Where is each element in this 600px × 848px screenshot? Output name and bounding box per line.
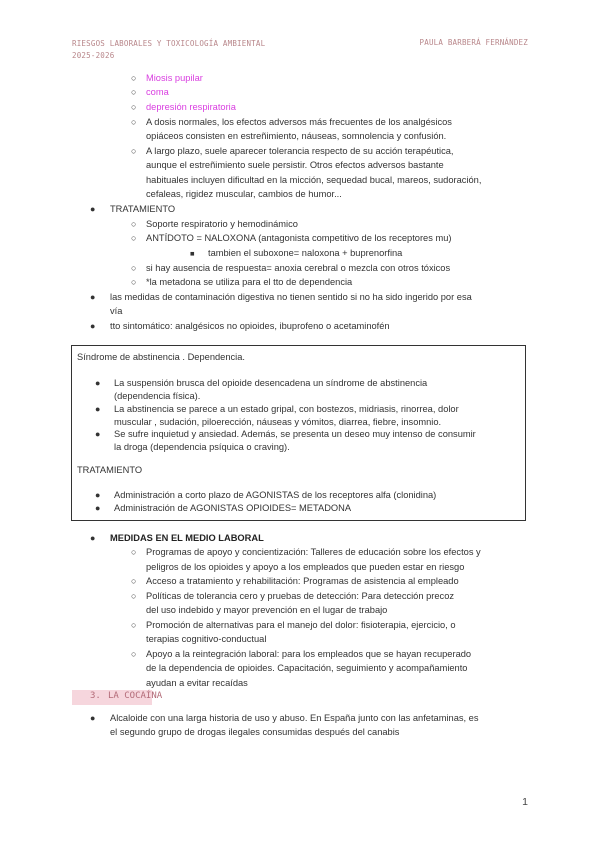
bullet-solid: ● [90,533,96,543]
bullet-solid: ● [95,404,101,414]
box-bullet-line: muscular , sudación, piloerección, náuseas y vómitos, diarrea, fiebre, insomnio. [114,417,442,427]
bullet-solid: ● [90,204,96,214]
labor-line: de la dependencia de opioides. Capacitación, seguimiento y acompañamiento [146,663,468,673]
labor-line: ayudan a evitar recaídas [146,678,248,688]
treatment-title: TRATAMIENTO [110,204,176,214]
bullet-hollow: ○ [131,277,137,287]
treatment-suboxone: tambien el suboxone= naloxona + buprenorfina [208,248,403,258]
effect-long-line: habituales incluyen dificultad en la micción, sequedad bucal, mareos, sudoración, [146,175,482,185]
bullet-solid: ● [90,713,96,723]
bullet-solid: ● [90,292,96,302]
section-heading-cocaina [72,690,163,705]
effect-long-line: A largo plazo, suele aparecer tolerancia respecto de su acción terapéutica, [146,146,454,156]
labor-title: MEDIDAS EN EL MEDIO LABORAL [110,533,264,543]
bullet-solid: ● [95,429,101,439]
treatment-ausencia: si hay ausencia de respuesta= anoxia cerebral o mezcla con otros tóxicos [146,263,451,273]
section-title: LA COCAÍNA [108,691,163,701]
box-treatment-title: TRATAMIENTO [77,465,143,475]
bullet-hollow: ○ [131,263,137,273]
effect-miosis: Miosis pupilar [146,73,203,83]
header-year: 2025-2026 [72,51,115,60]
treatment-antidoto: ANTÍDOTO = NALOXONA (antagonista competitivo de los receptores mu) [146,233,452,243]
labor-line: Programas de apoyo y concientización: Talleres de educación sobre los efectos y [146,547,481,557]
bullet-hollow: ○ [131,87,137,97]
labor-line: del uso indebido y mayor prevención en el lugar de trabajo [146,605,388,615]
bullet-hollow: ○ [131,102,137,112]
bullet-solid: ● [95,378,101,388]
bullet-solid: ● [95,503,101,513]
bullet-hollow: ○ [131,146,137,156]
labor-line: peligros de los opioides y apoyo a los empleados que pueden estar en riesgo [146,562,465,572]
treatment-soporte: Soporte respiratorio y hemodinámico [146,219,298,229]
bullet-hollow: ○ [131,591,137,601]
box-treatment-item: Administración a corto plazo de AGONISTAS de los receptores alfa (clonidina) [114,490,437,500]
treatment-medidas-line: las medidas de contaminación digestiva no tienen sentido si no ha sido ingerido por esa [110,292,472,302]
bullet-hollow: ○ [131,73,137,83]
box-title: Síndrome de abstinencia . Dependencia. [77,352,245,362]
header-subject: RIESGOS LABORALES Y TOXICOLOGÍA AMBIENTAL [72,39,266,48]
labor-line: terapias cognitivo-conductual [146,634,267,644]
labor-line: Políticas de tolerancia cero y pruebas de detección: Para detección precoz [146,591,455,601]
header-author: PAULA BARBERÁ FERNÁNDEZ [419,38,528,47]
box-bullet-line: la droga (dependencia psíquica o craving). [114,442,290,452]
bullet-hollow: ○ [131,233,137,243]
bullet-hollow: ○ [131,576,137,586]
effect-normal-line: opiáceos consisten en estreñimiento, náuseas, somnolencia y confusión. [146,131,447,141]
bullet-hollow: ○ [131,117,137,127]
labor-line: Apoyo a la reintegración laboral: para los empleados que se hayan recuperado [146,649,472,659]
cocaine-line: el segundo grupo de drogas ilegales consumidas después del canabis [110,727,400,737]
effect-depresion: depresión respiratoria [146,102,236,112]
box-bullet-line: La abstinencia se parece a un estado gripal, con bostezos, midriasis, rinorrea, dolor [114,404,459,414]
treatment-sintomatico: tto sintomático: analgésicos no opioides, ibuprofeno o acetaminofén [110,321,390,331]
labor-line: Promoción de alternativas para el manejo del dolor: fisioterapia, ejercicio, o [146,620,456,630]
box-bullet-line: (dependencia física). [114,391,201,401]
section-number: 3. [90,691,101,701]
bullet-hollow: ○ [131,620,137,630]
labor-line: Acceso a tratamiento y rehabilitación: Programas de asistencia al empleado [146,576,459,586]
effect-long-line: aunque el estreñimiento suele persistir. Otros efectos adversos bastante [146,160,444,170]
treatment-metadona: *la metadona se utiliza para el tto de dependencia [146,277,353,287]
header-left [72,38,265,62]
bullet-square: ■ [190,249,195,258]
effect-normal-line: A dosis normales, los efectos adversos más frecuentes de los analgésicos [146,117,452,127]
effect-long-line: cefaleas, rigidez muscular, cambios de humor... [146,189,342,199]
bullet-solid: ● [95,490,101,500]
cocaine-line: Alcaloide con una larga historia de uso y abuso. En España junto con las anfetaminas, es [110,713,479,723]
bullet-hollow: ○ [131,219,137,229]
treatment-medidas-line: vía [110,306,123,316]
bullet-hollow: ○ [131,547,137,557]
box-treatment-item: Administración de AGONISTAS OPIOIDES= METADONA [114,503,352,513]
bullet-hollow: ○ [131,649,137,659]
effect-coma: coma [146,87,169,97]
box-bullet-line: Se sufre inquietud y ansiedad. Además, se presenta un deseo muy intenso de consumir [114,429,476,439]
page-number: 1 [522,796,528,808]
box-bullet-line: La suspensión brusca del opioide desencadena un síndrome de abstinencia [114,378,428,388]
bullet-solid: ● [90,321,96,331]
